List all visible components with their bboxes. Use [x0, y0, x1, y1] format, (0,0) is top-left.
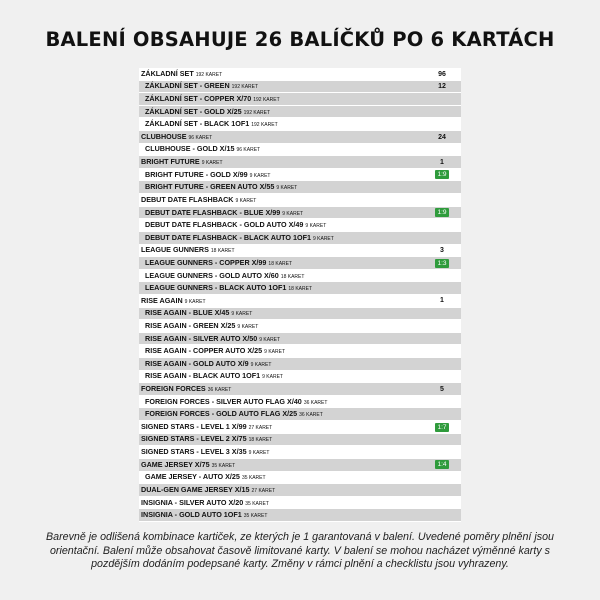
row-label	[139, 398, 327, 406]
table-row	[139, 181, 461, 194]
set-name: FOREIGN FORCES - SILVER AUTO FLAG X/40	[145, 396, 302, 406]
card-count: 27 KARET	[248, 424, 273, 431]
table-row	[139, 245, 461, 258]
set-name: ZÁKLADNÍ SET - GOLD X/25	[145, 106, 242, 116]
table-row	[139, 219, 461, 232]
card-count: 27 KARET	[251, 487, 276, 494]
row-label	[139, 133, 212, 141]
row-label	[139, 158, 223, 166]
row-label	[139, 486, 275, 494]
row-label	[139, 70, 222, 78]
set-name: ZÁKLADNÍ SET - COPPER X/70	[145, 94, 252, 104]
table-row	[139, 295, 461, 308]
table-row	[139, 484, 461, 497]
card-count: 9 KARET	[184, 298, 206, 305]
table-row	[139, 333, 461, 346]
set-name: RISE AGAIN - SILVER AUTO X/50	[145, 333, 258, 343]
set-name: ZÁKLADNÍ SET - GREEN	[145, 81, 230, 91]
table-row	[139, 509, 461, 522]
card-count: 9 KARET	[264, 349, 285, 356]
row-label	[139, 372, 283, 380]
page-title: BALENÍ OBSAHUJE 26 BALÍČKŮ PO 6 KARTÁCH	[45, 28, 555, 51]
table-row	[139, 144, 461, 157]
table-row	[139, 156, 461, 169]
table-row	[139, 383, 461, 396]
ratio-badge: 1:3	[435, 259, 449, 268]
table-row	[139, 396, 461, 409]
row-label	[139, 461, 235, 469]
card-count: 9 KARET	[249, 172, 271, 179]
checklist-table	[139, 68, 461, 522]
ratio-badge: 1:9	[435, 208, 449, 217]
row-label	[139, 309, 252, 317]
table-row	[139, 118, 461, 131]
ratio-badge: 1:9	[435, 170, 449, 179]
set-name: INSIGNIA - SILVER AUTO X/20	[141, 497, 244, 507]
row-label	[139, 171, 270, 179]
set-name: RISE AGAIN	[141, 295, 183, 305]
row-label	[139, 499, 269, 507]
card-count: 192 KARET	[253, 97, 280, 104]
set-name: RISE AGAIN - COPPER AUTO X/25	[145, 346, 263, 356]
row-label	[139, 448, 269, 456]
table-row	[139, 345, 461, 358]
table-row	[139, 81, 461, 94]
table-row	[139, 93, 461, 106]
table-row	[139, 68, 461, 81]
table-row	[139, 308, 461, 321]
row-label	[139, 272, 304, 280]
set-name: DEBUT DATE FLASHBACK - BLUE X/99	[145, 207, 281, 217]
set-name: RISE AGAIN - GOLD AUTO X/9	[145, 358, 249, 368]
card-count: 18 KARET	[288, 286, 312, 293]
table-row	[139, 106, 461, 119]
card-count: 9 KARET	[231, 311, 253, 318]
row-label	[139, 347, 285, 355]
table-row	[139, 421, 461, 434]
card-count: 9 KARET	[282, 210, 304, 217]
row-label	[139, 511, 267, 519]
card-count: 9 KARET	[201, 160, 223, 167]
set-name: SIGNED STARS - LEVEL 3 X/35	[141, 447, 247, 457]
row-label	[139, 145, 260, 153]
card-count: 96 KARET	[188, 134, 213, 141]
set-name: DEBUT DATE FLASHBACK - BLACK AUTO 1OF1	[145, 232, 311, 242]
row-label	[139, 322, 258, 330]
table-row	[139, 371, 461, 384]
set-name: LEAGUE GUNNERS	[141, 245, 209, 255]
set-name: DEBUT DATE FLASHBACK	[141, 194, 234, 204]
table-row	[139, 282, 461, 295]
row-label	[139, 284, 312, 292]
table-row	[139, 270, 461, 283]
card-count: 36 KARET	[299, 412, 323, 419]
card-quantity: 12	[438, 83, 446, 91]
set-name: LEAGUE GUNNERS - GOLD AUTO X/60	[145, 270, 279, 280]
row-label	[139, 360, 271, 368]
set-name: GAME JERSEY X/75	[141, 459, 210, 469]
table-row	[139, 472, 461, 485]
ratio-badge: 1:4	[435, 460, 449, 469]
row-label	[139, 108, 270, 116]
table-row	[139, 358, 461, 371]
set-name: CLUBHOUSE - GOLD X/15	[145, 144, 235, 154]
row-label	[139, 335, 280, 343]
ratio-badge: 1:7	[435, 423, 449, 432]
row-label	[139, 196, 256, 204]
set-name: BRIGHT FUTURE - GOLD X/99	[145, 169, 248, 179]
row-label	[139, 410, 323, 418]
row-label	[139, 259, 292, 267]
disclaimer-text: Barevně je odlišená kombinace kartiček, ze kterých je 1 garantovaná v balení. Uvedené poměry plnění jsou orientační. Balení může obsahovat časově limitované karty. V balení se mohou nacházet výměnné karty s pozdějším dodáním podepsané karty. Změny v rámci plnění a checklistu jsou vyhrazeny.	[46, 531, 554, 571]
table-row	[139, 207, 461, 220]
row-label	[139, 95, 280, 103]
card-count: 9 KARET	[235, 197, 257, 204]
set-name: LEAGUE GUNNERS - BLACK AUTO 1OF1	[145, 283, 287, 293]
card-count: 35 KARET	[245, 500, 269, 507]
card-count: 9 KARET	[250, 361, 272, 368]
set-name: CLUBHOUSE	[141, 131, 187, 141]
row-label	[139, 209, 303, 217]
row-label	[139, 435, 272, 443]
set-name: BRIGHT FUTURE - GREEN AUTO X/55	[145, 182, 275, 192]
card-count: 18 KARET	[280, 273, 305, 280]
card-quantity: 96	[438, 70, 446, 78]
set-name: RISE AGAIN - BLACK AUTO 1OF1	[145, 371, 261, 381]
card-count: 9 KARET	[248, 450, 270, 457]
card-count: 36 KARET	[303, 399, 328, 406]
table-row	[139, 459, 461, 472]
table-row	[139, 169, 461, 182]
card-count: 9 KARET	[237, 323, 259, 330]
row-label	[139, 423, 272, 431]
card-count: 35 KARET	[243, 513, 268, 520]
table-row	[139, 434, 461, 447]
row-label	[139, 82, 258, 90]
card-count: 36 KARET	[207, 387, 232, 394]
set-name: DUAL-GEN GAME JERSEY X/15	[141, 484, 250, 494]
set-name: SIGNED STARS - LEVEL 1 X/99	[141, 421, 247, 431]
row-label	[139, 473, 266, 481]
card-count: 18 KARET	[248, 437, 273, 444]
set-name: ZÁKLADNÍ SET	[141, 68, 194, 78]
card-quantity: 1	[440, 158, 444, 166]
row-label	[139, 234, 334, 242]
table-row	[139, 257, 461, 270]
card-count: 9 KARET	[259, 336, 281, 343]
set-name: SIGNED STARS - LEVEL 2 X/75	[141, 434, 247, 444]
card-count: 192 KARET	[195, 71, 223, 78]
row-label	[139, 120, 278, 128]
set-name: FOREIGN FORCES	[141, 384, 206, 394]
set-name: LEAGUE GUNNERS - COPPER X/99	[145, 257, 267, 267]
card-quantity: 24	[438, 133, 446, 141]
set-name: FOREIGN FORCES - GOLD AUTO FLAG X/25	[145, 409, 298, 419]
card-count: 96 KARET	[236, 147, 261, 154]
card-count: 18 KARET	[268, 260, 293, 267]
row-label	[139, 297, 206, 305]
card-count: 35 KARET	[211, 462, 236, 469]
set-name: DEBUT DATE FLASHBACK - GOLD AUTO X/49	[145, 220, 304, 230]
set-name: BRIGHT FUTURE	[141, 157, 200, 167]
card-quantity: 3	[440, 247, 444, 255]
card-count: 192 KARET	[251, 122, 278, 129]
card-count: 18 KARET	[210, 248, 235, 255]
card-count: 192 KARET	[231, 84, 259, 91]
card-count: 9 KARET	[276, 185, 298, 192]
card-count: 9 KARET	[262, 374, 283, 381]
table-row	[139, 408, 461, 421]
card-quantity: 5	[440, 385, 444, 393]
row-label	[139, 246, 235, 254]
card-count: 192 KARET	[243, 109, 271, 116]
table-row	[139, 232, 461, 245]
set-name: ZÁKLADNÍ SET - BLACK 1OF1	[145, 119, 250, 129]
set-name: RISE AGAIN - BLUE X/45	[145, 308, 230, 318]
row-label	[139, 183, 297, 191]
table-row	[139, 194, 461, 207]
card-count: 35 KARET	[241, 475, 266, 482]
table-row	[139, 320, 461, 333]
set-name: GAME JERSEY - AUTO X/25	[145, 472, 240, 482]
card-quantity: 1	[440, 297, 444, 305]
row-label	[139, 221, 326, 229]
table-row	[139, 131, 461, 144]
table-row	[139, 497, 461, 510]
card-count: 9 KARET	[305, 223, 327, 230]
set-name: RISE AGAIN - GREEN X/25	[145, 320, 236, 330]
row-label	[139, 385, 231, 393]
card-count: 9 KARET	[312, 235, 334, 242]
set-name: INSIGNIA - GOLD AUTO 1OF1	[141, 510, 242, 520]
table-row	[139, 446, 461, 459]
